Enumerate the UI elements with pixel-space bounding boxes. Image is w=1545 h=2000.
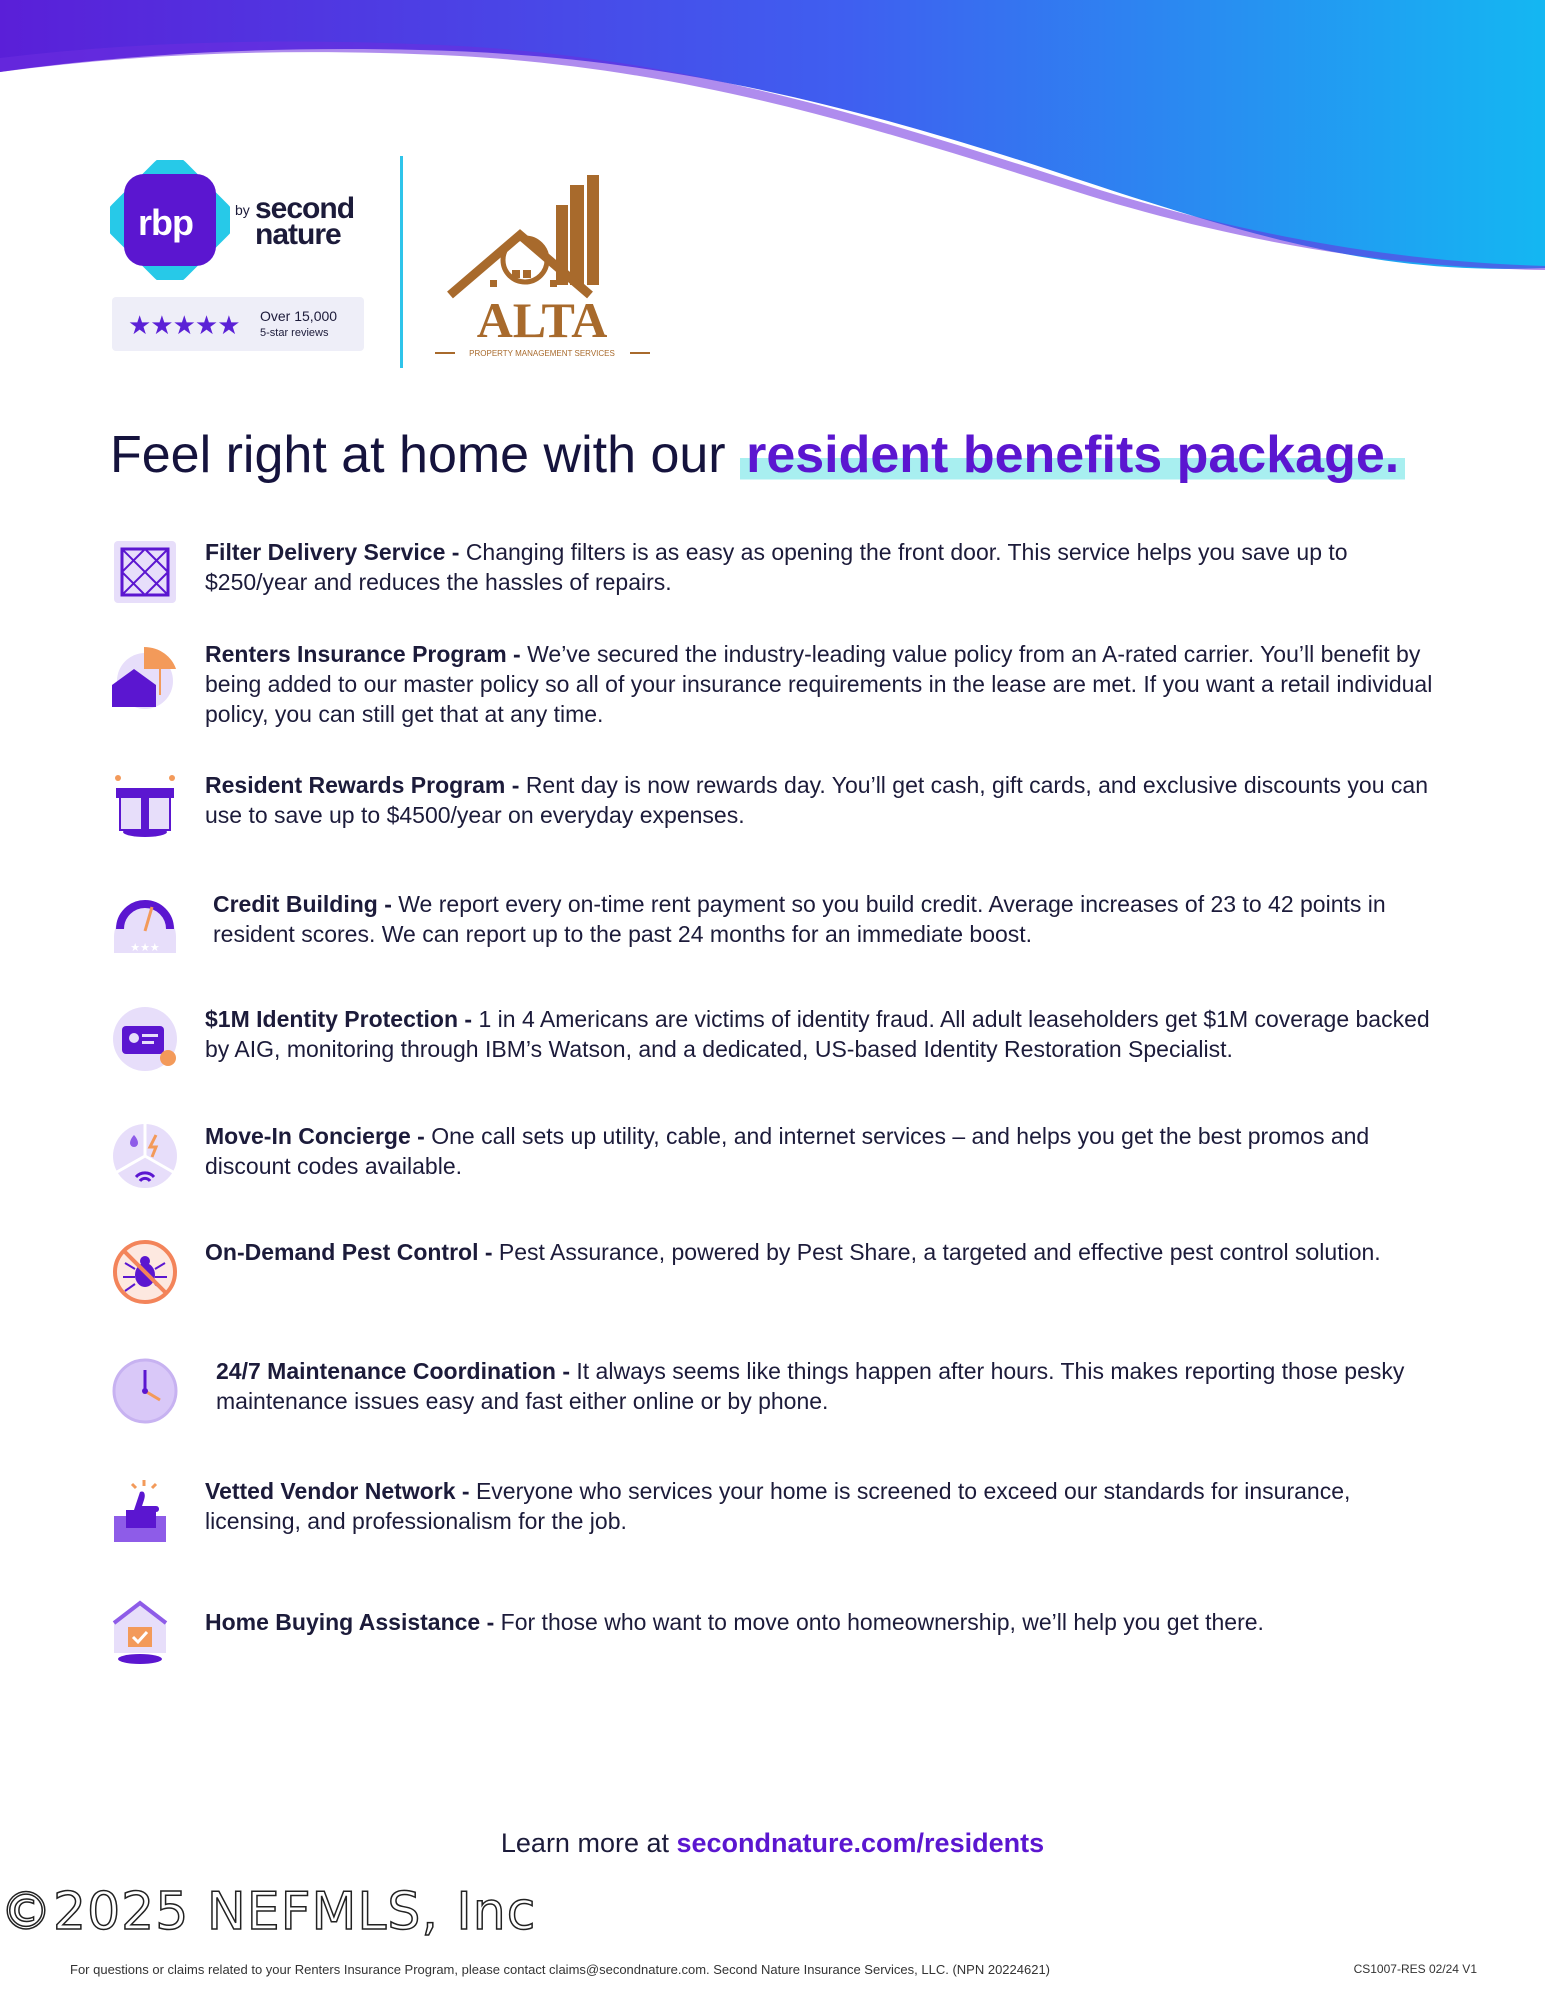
benefit-title: Credit Building - bbox=[213, 891, 399, 917]
benefit-title: $1M Identity Protection - bbox=[205, 1006, 479, 1032]
gift-icon bbox=[110, 770, 180, 840]
logo-divider bbox=[400, 156, 403, 368]
learn-more-prefix: Learn more at bbox=[500, 1828, 677, 1858]
svg-text:★★★: ★★★ bbox=[130, 941, 160, 954]
page-headline bbox=[110, 425, 1405, 485]
clock-icon bbox=[110, 1356, 180, 1426]
benefit-description: It always seems like things happen after hours. This makes reporting those pesky maintenance issues easy and fast either online or by phone. bbox=[216, 1358, 1405, 1414]
no-pest-icon bbox=[110, 1237, 180, 1307]
benefit-description: We’ve secured the industry-leading value policy from an A-rated carrier. You’ll benefit by being added to our master policy so all of your insurance requirements in the lease are met. If you want a retail individual policy, you can still get that at any time. bbox=[205, 641, 1433, 727]
id-card-icon bbox=[110, 1004, 180, 1074]
reviews-count: Over 15,000 bbox=[260, 308, 338, 324]
benefit-title: Filter Delivery Service - bbox=[205, 539, 466, 565]
footer-disclaimer: For questions or claims related to your Renters Insurance Program, please contact claims@secondnature.com. Second Nature Insurance Services, LLC. (NPN 20224621) bbox=[70, 1962, 1051, 1977]
learn-more-link[interactable]: secondnature.com/residents bbox=[676, 1828, 1045, 1858]
second-nature-wordmark: second nature bbox=[255, 192, 355, 251]
benefit-title: Resident Rewards Program - bbox=[205, 772, 526, 798]
benefit-description: Rent day is now rewards day. You’ll get cash, gift cards, and exclusive discounts you can use to save up to $4500/year on everyday expenses. bbox=[205, 772, 1428, 828]
rbp-wordmark: rbp bbox=[138, 202, 193, 243]
benefit-description: One call sets up utility, cable, and internet services – and helps you get the best promos and discount codes available. bbox=[205, 1123, 1370, 1179]
benefit-description: 1 in 4 Americans are victims of identity fraud. All adult leaseholders get $1M coverage backed by AIG, monitoring through IBM’s Watson, and a dedicated, US-based Identity Restoration Specialist. bbox=[205, 1006, 1430, 1062]
credit-gauge-icon bbox=[110, 889, 180, 959]
benefit-title: Move-In Concierge - bbox=[205, 1123, 432, 1149]
benefit-description: For those who want to move onto homeownership, we’ll help you get there. bbox=[500, 1609, 1264, 1635]
reviews-badge bbox=[112, 297, 364, 351]
learn-more bbox=[0, 1828, 1545, 1859]
by-label: by bbox=[235, 202, 250, 218]
alta-tagline: PROPERTY MANAGEMENT SERVICES bbox=[469, 349, 615, 358]
document-code: CS1007-RES 02/24 V1 bbox=[1353, 1962, 1477, 1976]
benefit-title: Home Buying Assistance - bbox=[205, 1609, 501, 1635]
home-check-icon bbox=[110, 1597, 180, 1667]
benefit-title: Renters Insurance Program - bbox=[205, 641, 528, 667]
alta-wordmark: ALTA bbox=[476, 292, 608, 348]
alta-logo bbox=[430, 175, 655, 360]
reviews-caption: 5-star reviews bbox=[260, 327, 329, 339]
benefit-title: Vetted Vendor Network - bbox=[205, 1478, 476, 1504]
benefit-description: Pest Assurance, powered by Pest Share, a targeted and effective pest control solution. bbox=[498, 1239, 1381, 1265]
rbp-logo bbox=[110, 160, 390, 290]
benefit-title: 24/7 Maintenance Coordination - bbox=[216, 1358, 577, 1384]
benefit-description: Everyone who services your home is screened to exceed our standards for insurance, licensing, and professionalism for the job. bbox=[205, 1478, 1351, 1534]
five-stars-icon: ★★★★★ bbox=[128, 310, 240, 340]
headline-highlight: resident benefits package. bbox=[740, 426, 1405, 484]
headline-lead: Feel right at home with our bbox=[110, 426, 741, 484]
copyright-watermark: ©2025 NEFMLS, Inc bbox=[0, 1882, 537, 1942]
benefit-description: We report every on-time rent payment so you build credit. Average increases of 23 to 42 points in resident scores. We can report up to the past 24 months for an immediate boost. bbox=[213, 891, 1386, 947]
benefit-title: On-Demand Pest Control - bbox=[205, 1239, 499, 1265]
thumbs-up-icon bbox=[110, 1476, 180, 1546]
filter-icon bbox=[110, 537, 180, 607]
benefit-description: Changing filters is as easy as opening the front door. This service helps you save up to $250/year and reduces the hassles of repairs. bbox=[205, 539, 1348, 595]
umbrella-house-icon bbox=[110, 639, 180, 709]
utilities-icon bbox=[110, 1121, 180, 1191]
